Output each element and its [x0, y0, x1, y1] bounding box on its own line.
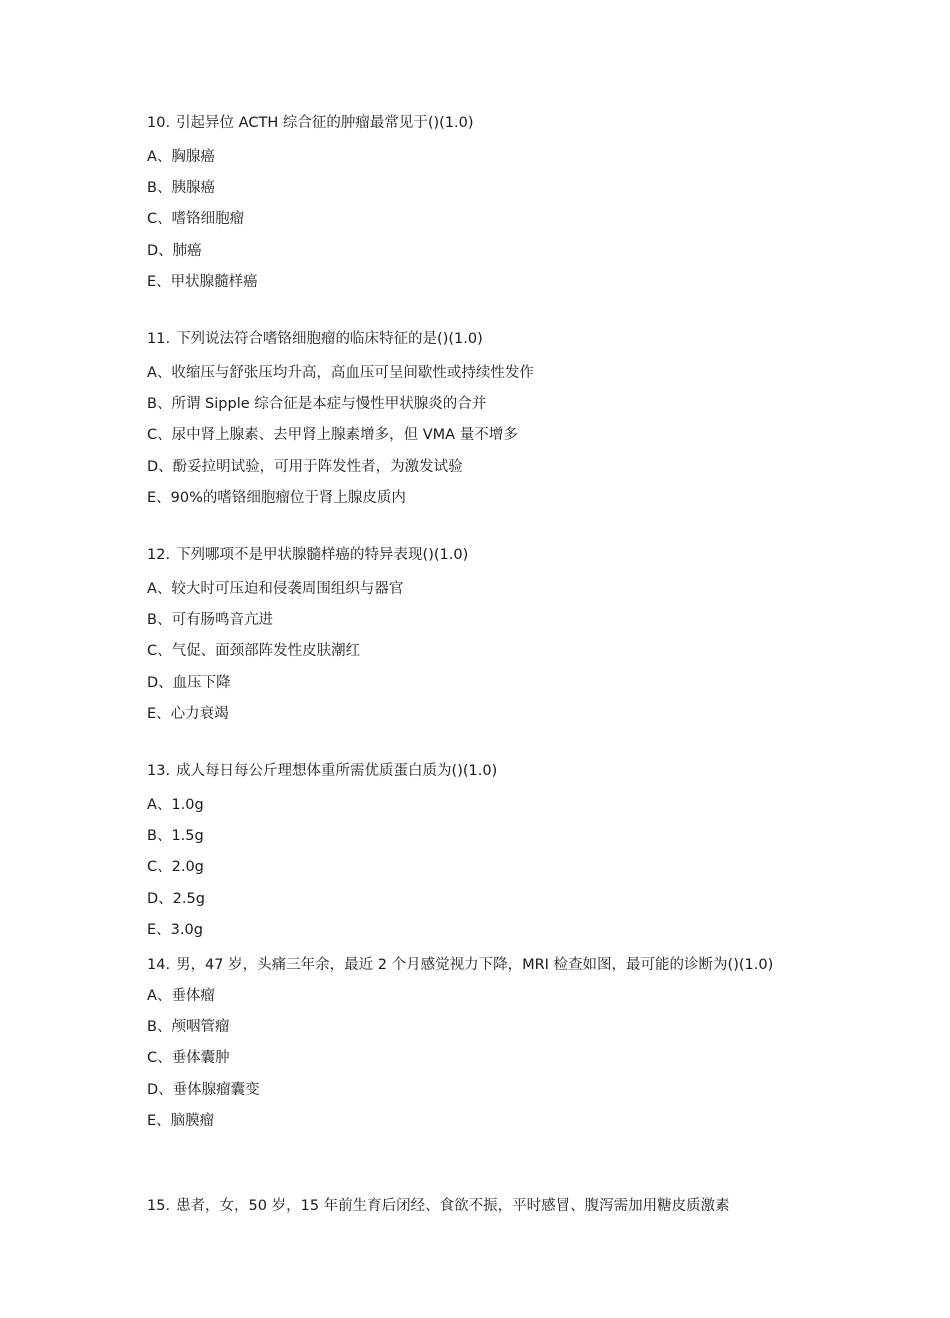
option-b: B、胰腺癌	[147, 180, 215, 197]
question-stem	[147, 327, 807, 351]
question-12	[147, 543, 807, 730]
question-number: 14.	[147, 957, 171, 973]
question-number: 12.	[147, 547, 171, 563]
option-list	[147, 141, 807, 298]
option-b: B、所谓 Sipple 综合征是本症与慢性甲状腺炎的合并	[147, 396, 487, 413]
question-13	[147, 759, 807, 946]
option-e: E、脑膜瘤	[147, 1113, 215, 1130]
question-11	[147, 327, 807, 514]
question-number: 11.	[147, 331, 171, 347]
option-d: D、垂体腺瘤囊变	[147, 1081, 260, 1098]
option-c: C、嗜铬细胞瘤	[147, 211, 245, 228]
option-b: B、颅咽管瘤	[147, 1019, 230, 1036]
option-d: D、2.5g	[147, 890, 205, 907]
option-a: A、较大时可压迫和侵袭周围组织与器官	[147, 580, 404, 597]
option-list	[147, 980, 807, 1137]
option-a: A、垂体瘤	[147, 987, 215, 1004]
question-14	[147, 953, 807, 1137]
question-stem	[147, 759, 807, 783]
option-a: A、1.0g	[147, 796, 204, 813]
option-b: B、1.5g	[147, 828, 204, 845]
option-c: C、2.0g	[147, 859, 204, 876]
option-a: A、胸腺癌	[147, 148, 215, 165]
question-stem	[147, 111, 807, 135]
option-d: D、酚妥拉明试验，可用于阵发性者，为激发试验	[147, 458, 463, 475]
question-text: 引起异位 ACTH 综合征的肿瘤最常见于()(1.0)	[176, 115, 474, 131]
question-15	[147, 1194, 807, 1218]
question-number: 10.	[147, 115, 171, 131]
option-d: D、肺癌	[147, 242, 202, 259]
option-c: C、气促、面颈部阵发性皮肤潮红	[147, 643, 361, 660]
option-c: C、尿中肾上腺素、去甲肾上腺素增多，但 VMA 量不增多	[147, 427, 518, 444]
option-list	[147, 573, 807, 730]
question-stem	[147, 953, 807, 978]
question-10	[147, 111, 807, 298]
question-text: 患者，女，50 岁，15 年前生育后闭经、食欲不振，平时感冒、腹泻需加用糖皮质激素	[176, 1198, 730, 1214]
option-list	[147, 357, 807, 514]
question-text: 下列说法符合嗜铬细胞瘤的临床特征的是()(1.0)	[176, 331, 483, 347]
option-d: D、血压下降	[147, 674, 231, 691]
question-text: 成人每日每公斤理想体重所需优质蛋白质为()(1.0)	[176, 763, 498, 779]
option-e: E、90%的嗜铬细胞瘤位于肾上腺皮质内	[147, 490, 406, 507]
option-c: C、垂体囊肿	[147, 1050, 230, 1067]
option-e: E、甲状腺髓样癌	[147, 274, 258, 291]
question-text: 男，47 岁，头痛三年余，最近 2 个月感觉视力下降，MRI 检查如图，最可能的诊断为()(1.0)	[176, 957, 774, 973]
option-list	[147, 789, 807, 946]
question-number: 15.	[147, 1198, 171, 1214]
option-e: E、3.0g	[147, 922, 203, 939]
option-e: E、心力衰竭	[147, 706, 229, 723]
question-text: 下列哪项不是甲状腺髓样癌的特异表现()(1.0)	[176, 547, 469, 563]
question-number: 13.	[147, 763, 171, 779]
question-stem	[147, 543, 807, 567]
option-a: A、收缩压与舒张压均升高，高血压可呈间歇性或持续性发作	[147, 364, 534, 381]
option-b: B、可有肠鸣音亢进	[147, 612, 273, 629]
question-stem	[147, 1194, 807, 1218]
